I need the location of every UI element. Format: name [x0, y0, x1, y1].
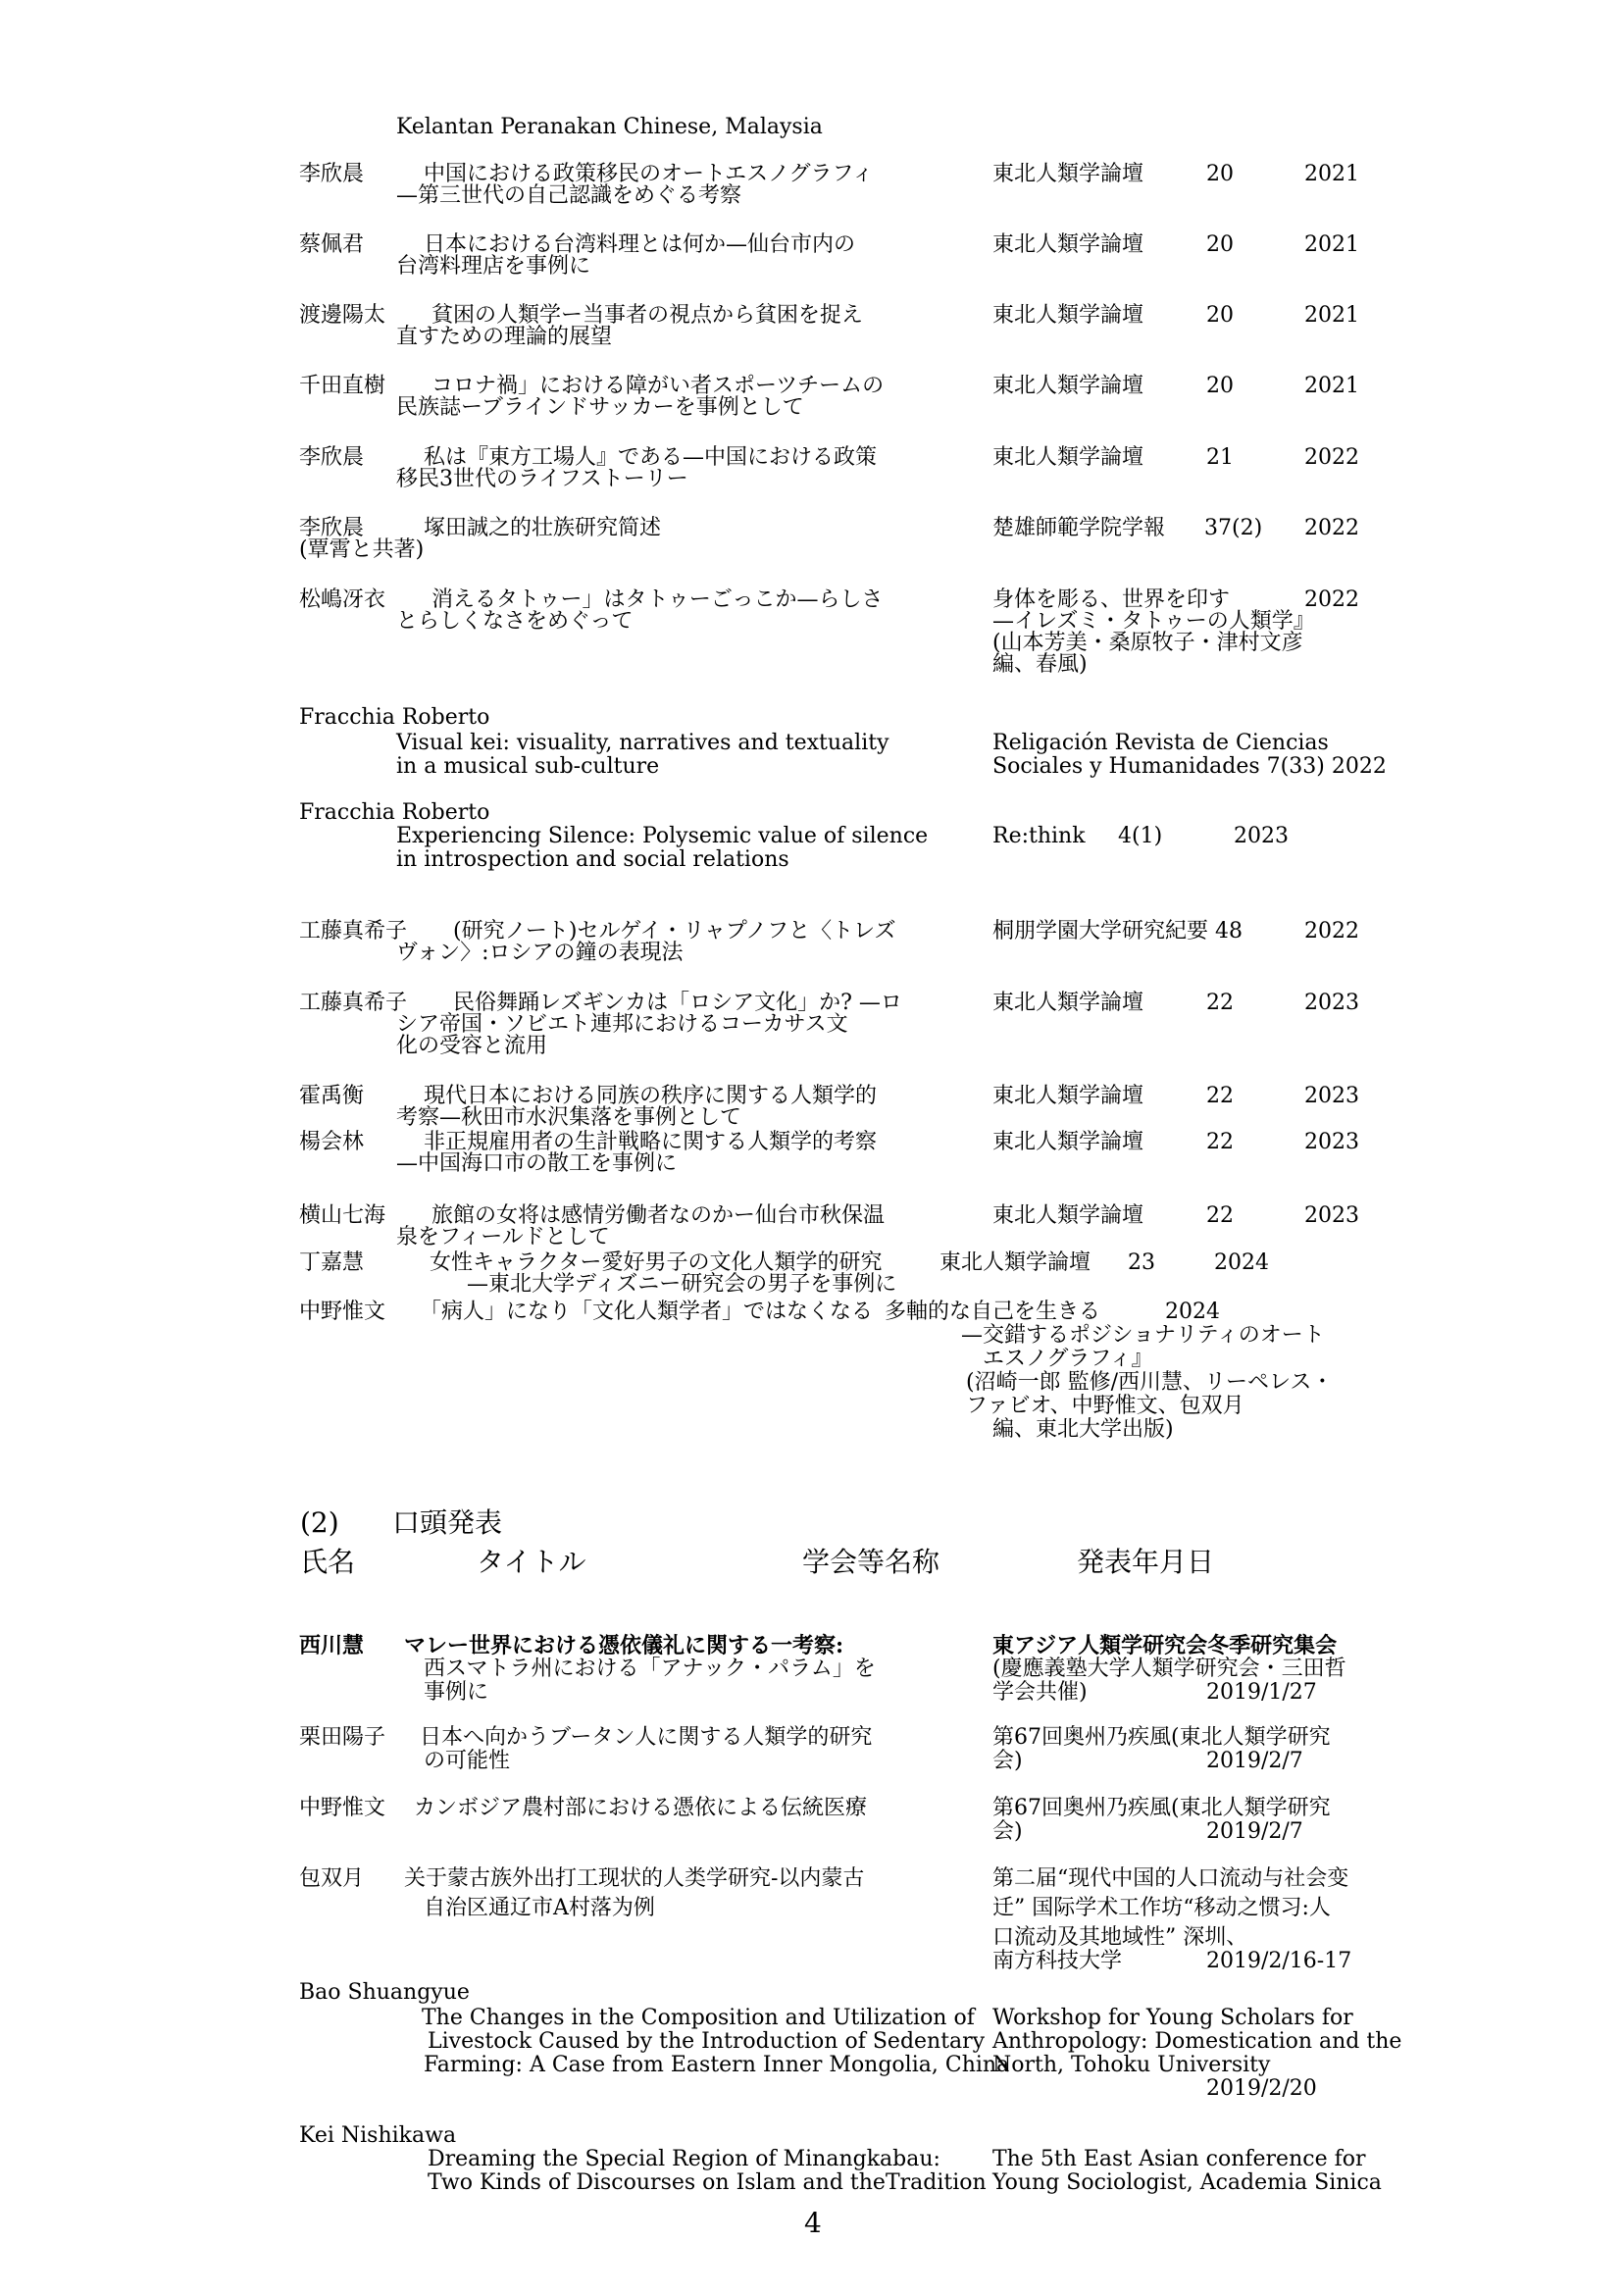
pub-8-title-line-1: Visual kei: visuality, narratives and textuality — [396, 731, 889, 755]
pub-11-title-line-2: シア帝国・ソビエト連邦におけるコーカサス文 — [396, 1012, 848, 1037]
pub-5-title-line-1: 私は『東方工場人』である—中国における政策 — [424, 445, 878, 470]
oral-0-title-line-3: 事例に — [424, 1680, 489, 1705]
pub-6-year: 2022 — [1304, 516, 1359, 540]
oral-0-date: 2019/1/27 — [1206, 1680, 1317, 1705]
oral-3-venue-line-1: 第二届“现代中国的人口流动与社会变 — [992, 1866, 1349, 1891]
section-title: 口頭発表 — [392, 1506, 503, 1539]
pub-1-venue: 東北人類学論壇 — [992, 162, 1144, 186]
section-number: (2) — [300, 1506, 339, 1539]
oral-5-venue-line-2: Young Sociologist, Academia Sinica — [992, 2170, 1382, 2195]
pub-7-author: 松嶋冴衣 — [299, 587, 386, 612]
pub-12-volume: 22 — [1206, 1084, 1234, 1108]
oral-4-date: 2019/2/20 — [1206, 2076, 1317, 2101]
oral-1-title-line-1: 日本へ向かうブータン人に関する人類学的研究 — [420, 1725, 873, 1750]
oral-3-title-line-2: 自治区通辽市A村落为例 — [424, 1896, 655, 1920]
pub-9-venue: Re:think — [992, 824, 1086, 848]
pub-16-author: 中野惟文 — [299, 1300, 386, 1324]
pub-6-volume: 37(2) — [1204, 516, 1263, 540]
oral-2-author: 中野惟文 — [299, 1796, 386, 1820]
pub-16-venue-line-1: 多軸的な自己を生きる — [885, 1300, 1101, 1324]
pub-5-title-line-2: 移民3世代のライフストーリー — [396, 467, 688, 491]
oral-2-title-line-1: カンボジア農村部における憑依による伝統医療 — [414, 1796, 868, 1820]
pub-0-title-line-1: Kelantan Peranakan Chinese, Malaysia — [396, 115, 823, 139]
pub-2-year: 2021 — [1304, 232, 1359, 257]
column-header-name: 氏名 — [300, 1546, 356, 1578]
pub-11-venue: 東北人類学論壇 — [992, 991, 1144, 1015]
oral-0-venue-line-3: 学会共催) — [992, 1680, 1088, 1705]
pub-13-title-line-2: —中国海口市の散工を事例に — [396, 1151, 678, 1176]
column-header-date: 発表年月日 — [1077, 1546, 1215, 1578]
pub-10-title-line-2: ヴォン〉:ロシアの鐘の表現法 — [396, 941, 684, 965]
pub-4-year: 2021 — [1304, 374, 1359, 398]
oral-0-venue-line-2: (慶應義塾大学人類学研究会・三田哲 — [992, 1657, 1346, 1681]
oral-4-title-line-2: Livestock Caused by the Introduction of Sedentary — [428, 2029, 986, 2054]
pub-4-title-line-2: 民族誌ーブラインドサッカーを事例として — [396, 395, 804, 420]
pub-8-venue-line-2: Sociales y Humanidades 7(33) 2022 — [992, 754, 1387, 779]
pub-11-title-line-1: 民俗舞踊レズギンカは「ロシア文化」か? —ロ — [453, 991, 902, 1015]
oral-4-title-line-1: The Changes in the Composition and Utilization of — [422, 2006, 975, 2030]
pub-9-author: Fracchia Roberto — [299, 800, 490, 825]
pub-9-volume: 4(1) — [1118, 824, 1163, 848]
pub-14-title-line-2: 泉をフィールドとして — [396, 1225, 610, 1249]
pub-6-title-line-1: 塚田誠之的壮族研究简述 — [424, 516, 662, 540]
pub-10-author: 工藤真希子 — [299, 919, 408, 943]
pub-7-title-line-2: とらしくなさをめぐって — [396, 609, 634, 634]
pub-16-venue-line-3: エスノグラフィ』 — [983, 1347, 1153, 1371]
pub-16-venue-line-5: ファビオ、中野惟文、包双月 — [966, 1394, 1244, 1418]
pub-6-title-line-2: (覃霄と共著) — [299, 537, 425, 562]
pub-3-year: 2021 — [1304, 303, 1359, 328]
oral-5-author: Kei Nishikawa — [299, 2123, 457, 2148]
pub-16-venue-line-2: —交錯するポジショナリティのオート — [961, 1323, 1325, 1348]
pub-15-title-line-1: 女性キャラクター愛好男子の文化人類学的研究 — [430, 1250, 883, 1275]
pub-13-author: 楊会林 — [299, 1130, 365, 1154]
oral-1-venue-line-2: 会) — [992, 1749, 1023, 1773]
column-header-venue: 学会等名称 — [802, 1546, 940, 1578]
pub-15-year: 2024 — [1214, 1250, 1269, 1275]
oral-0-venue-line-1: 東アジア人類学研究会冬季研究集会 — [992, 1633, 1338, 1658]
oral-1-author: 栗田陽子 — [299, 1725, 386, 1750]
pub-7-venue-line-3: (山本芳美・桑原牧子・津村文彦 — [992, 631, 1303, 655]
pub-12-year: 2023 — [1304, 1084, 1359, 1108]
pub-4-author: 千田直樹 — [299, 374, 386, 398]
pub-7-venue-line-1: 身体を彫る、世界を印す — [992, 587, 1231, 612]
oral-4-venue-line-1: Workshop for Young Scholars for — [992, 2006, 1353, 2030]
pub-11-volume: 22 — [1206, 991, 1234, 1015]
oral-3-author: 包双月 — [299, 1866, 365, 1891]
pub-15-author: 丁嘉慧 — [299, 1250, 365, 1275]
pub-10-venue: 桐朋学園大学研究紀要 48 — [992, 919, 1243, 943]
oral-5-venue-line-1: The 5th East Asian conference for — [992, 2147, 1366, 2171]
oral-1-venue-line-1: 第67回奥州乃疾風(東北人類学研究 — [992, 1725, 1331, 1750]
pub-3-title-line-2: 直すための理論的展望 — [396, 325, 613, 349]
pub-9-title-line-2: in introspection and social relations — [396, 847, 789, 872]
oral-2-venue-line-1: 第67回奥州乃疾風(東北人類学研究 — [992, 1796, 1331, 1820]
oral-3-venue-line-4: 南方科技大学 — [992, 1949, 1123, 1973]
pub-15-venue: 東北人類学論壇 — [939, 1250, 1091, 1275]
pub-4-venue: 東北人類学論壇 — [992, 374, 1144, 398]
pub-16-venue-line-4: (沼崎一郎 監修/西川慧、リーペレス・ — [966, 1370, 1334, 1395]
pub-8-venue-line-1: Religación Revista de Ciencias — [992, 731, 1329, 755]
oral-2-venue-line-2: 会) — [992, 1819, 1023, 1844]
pub-10-title-line-1: (研究ノート)セルゲイ・リャプノフと〈トレズ — [453, 919, 896, 943]
oral-4-author: Bao Shuangyue — [299, 1980, 470, 2005]
pub-15-title-line-2: —東北大学ディズニー研究会の男子を事例に — [467, 1272, 897, 1297]
pub-3-venue: 東北人類学論壇 — [992, 303, 1144, 328]
pub-16-title-line-1: 「病人」になり「文化人類学者」ではなくなる — [420, 1300, 874, 1324]
pub-12-venue: 東北人類学論壇 — [992, 1084, 1144, 1108]
pub-14-title-line-1: 旅館の女将は感情労働者なのかー仙台市秋保温 — [431, 1203, 886, 1228]
pub-11-author: 工藤真希子 — [299, 991, 408, 1015]
pub-9-title-line-1: Experiencing Silence: Polysemic value of silence — [396, 824, 929, 848]
pub-14-venue: 東北人類学論壇 — [992, 1203, 1144, 1228]
pub-8-title-line-2: in a musical sub-culture — [396, 754, 660, 779]
pub-13-year: 2023 — [1304, 1130, 1359, 1154]
oral-1-title-line-2: の可能性 — [424, 1749, 511, 1773]
oral-1-date: 2019/2/7 — [1206, 1749, 1303, 1773]
oral-3-venue-line-2: 迁” 国际学术工作坊“移动之惯习:人 — [992, 1896, 1331, 1920]
oral-2-date: 2019/2/7 — [1206, 1819, 1303, 1844]
pub-8-author: Fracchia Roberto — [299, 705, 490, 730]
pub-7-venue-line-2: —イレズミ・タトゥーの人類学』 — [992, 609, 1315, 634]
pub-5-year: 2022 — [1304, 445, 1359, 470]
pub-13-venue: 東北人類学論壇 — [992, 1130, 1144, 1154]
pub-3-title-line-1: 貧困の人類学ー当事者の視点から貧困を捉え — [431, 303, 864, 328]
pub-2-venue: 東北人類学論壇 — [992, 232, 1144, 257]
pub-11-year: 2023 — [1304, 991, 1359, 1015]
pub-2-author: 蔡佩君 — [299, 232, 365, 257]
pub-11-title-line-3: 化の受容と流用 — [396, 1034, 548, 1058]
pub-14-volume: 22 — [1206, 1203, 1234, 1228]
pub-10-year: 2022 — [1304, 919, 1359, 943]
pub-3-author: 渡邊陽太 — [299, 303, 386, 328]
pub-9-year: 2023 — [1234, 824, 1289, 848]
pub-7-title-line-1: 消えるタトゥー」はタトゥーごっこか—らしさ — [431, 587, 884, 612]
oral-5-title-line-2: Two Kinds of Discourses on Islam and theTradition — [428, 2170, 987, 2195]
pub-6-author: 李欣晨 — [299, 516, 365, 540]
pub-3-volume: 20 — [1206, 303, 1234, 328]
pub-2-volume: 20 — [1206, 232, 1234, 257]
oral-0-title-line-1: マレー世界における憑依儀礼に関する一考察: — [404, 1633, 844, 1658]
pub-6-venue: 楚雄師範学院学報 — [992, 516, 1166, 540]
oral-3-venue-line-3: 口流动及其地域性” 深圳、 — [992, 1925, 1248, 1950]
pub-4-volume: 20 — [1206, 374, 1234, 398]
pub-7-venue-line-4: 編、春風) — [992, 652, 1088, 677]
pub-16-year: 2024 — [1165, 1300, 1220, 1324]
pub-12-title-line-2: 考察—秋田市水沢集落を事例として — [396, 1105, 742, 1130]
pub-7-year: 2022 — [1304, 587, 1359, 612]
pub-14-author: 横山七海 — [299, 1203, 386, 1228]
pub-4-title-line-1: コロナ禍」における障がい者スポーツチームの — [431, 374, 885, 398]
pub-13-title-line-1: 非正規雇用者の生計戦略に関する人類学的考察 — [424, 1130, 878, 1154]
oral-3-date: 2019/2/16-17 — [1206, 1949, 1352, 1973]
pub-2-title-line-1: 日本における台湾料理とは何か—仙台市内の — [424, 232, 856, 257]
pub-1-volume: 20 — [1206, 162, 1234, 186]
pub-2-title-line-2: 台湾料理店を事例に — [396, 254, 591, 279]
oral-3-title-line-1: 关于蒙古族外出打工现状的人类学研究-以内蒙古 — [404, 1866, 865, 1891]
pub-15-volume: 23 — [1128, 1250, 1155, 1275]
pub-16-venue-line-6: 編、東北大学出版) — [992, 1417, 1174, 1442]
oral-5-title-line-1: Dreaming the Special Region of Minangkabau: — [428, 2147, 940, 2171]
column-header-title: タイトル — [477, 1546, 586, 1578]
oral-0-title-line-2: 西スマトラ州における「アナック・パラム」を — [424, 1657, 876, 1681]
pub-14-year: 2023 — [1304, 1203, 1359, 1228]
pub-1-year: 2021 — [1304, 162, 1359, 186]
oral-4-venue-line-3: North, Tohoku University — [992, 2053, 1271, 2077]
pub-5-author: 李欣晨 — [299, 445, 365, 470]
pub-5-venue: 東北人類学論壇 — [992, 445, 1144, 470]
pub-1-title-line-1: 中国における政策移民のオートエスノグラフィ — [424, 162, 874, 186]
oral-4-venue-line-2: Anthropology: Domestication and the — [992, 2029, 1402, 2054]
pub-1-author: 李欣晨 — [299, 162, 365, 186]
oral-0-author: 西川慧 — [299, 1633, 365, 1658]
oral-4-title-line-3: Farming: A Case from Eastern Inner Mongolia, China — [424, 2053, 1010, 2077]
pub-12-author: 霍禹衡 — [299, 1084, 365, 1108]
pub-13-volume: 22 — [1206, 1130, 1234, 1154]
page-number: 4 — [804, 2207, 822, 2239]
pub-5-volume: 21 — [1206, 445, 1234, 470]
pub-12-title-line-1: 現代日本における同族の秩序に関する人類学的 — [424, 1084, 878, 1108]
pub-1-title-line-2: —第三世代の自己認識をめぐる考察 — [396, 183, 742, 208]
